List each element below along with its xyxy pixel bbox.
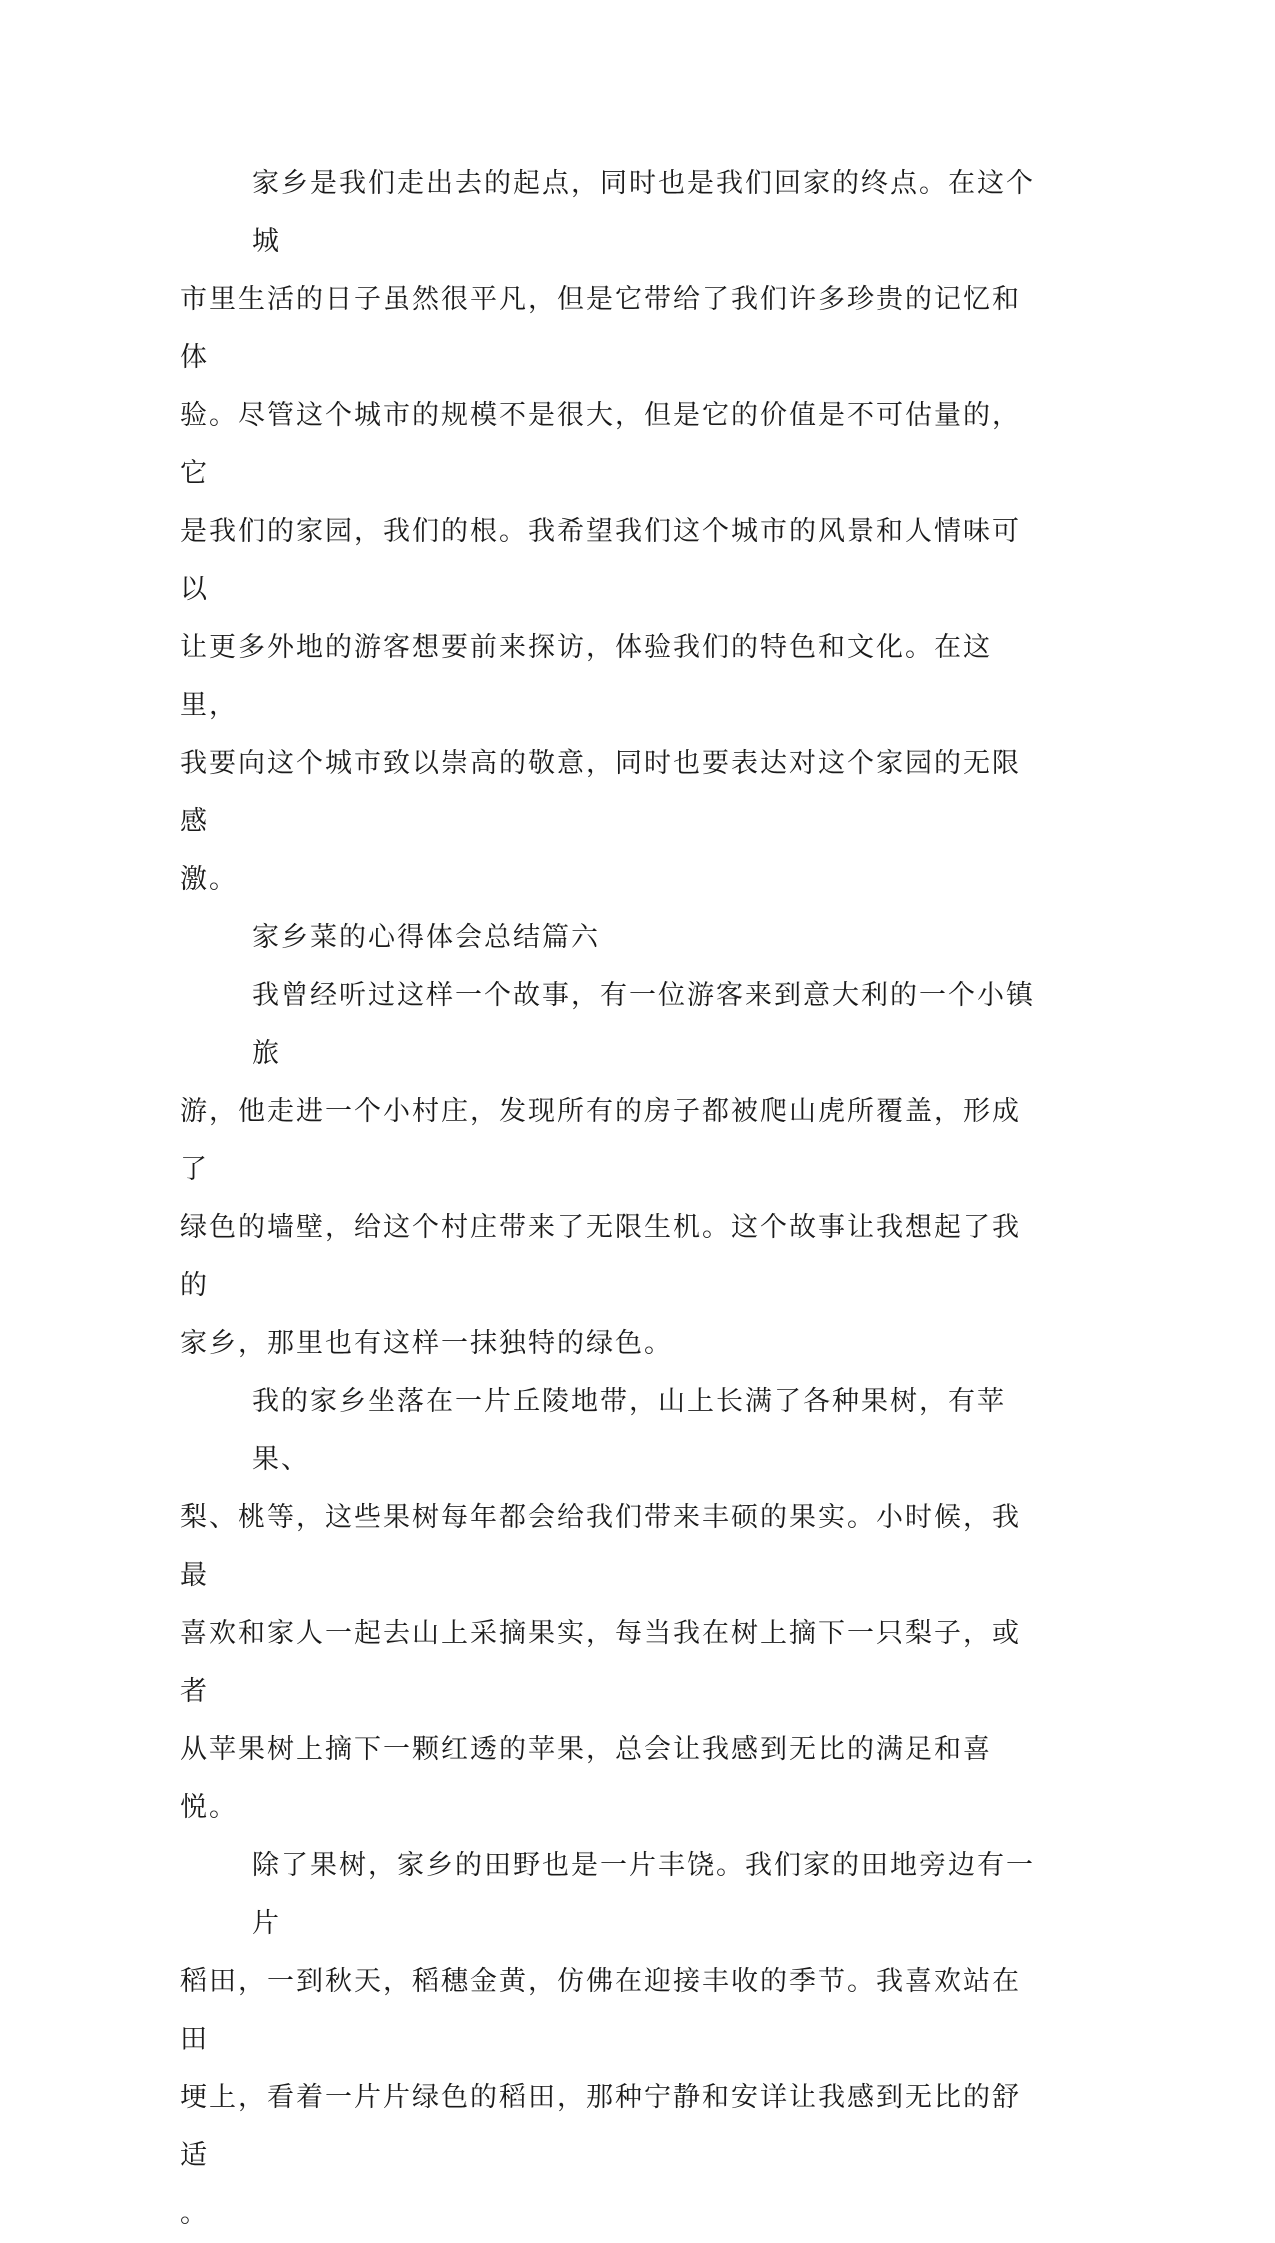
text-line: 我的家乡坐落在一片丘陵地带，山上长满了各种果树，有苹果、: [252, 1386, 1006, 1475]
paragraph-story: [180, 967, 1040, 1373]
text-line: 稻田，一到秋天，稻穗金黄，仿佛在迎接丰收的季节。我喜欢站在田: [180, 1966, 1021, 2055]
text-line: 除了果树，家乡的田野也是一片丰饶。我们家的田地旁边有一片: [252, 1850, 1035, 1939]
text-line: 绿色的墙壁，给这个村庄带来了无限生机。这个故事让我想起了我的: [180, 1212, 1021, 1301]
text-line: 让更多外地的游客想要前来探访，体验我们的特色和文化。在这里，: [180, 632, 992, 721]
text-line: 游，他走进一个小村庄，发现所有的房子都被爬山虎所覆盖，形成了: [180, 1096, 1021, 1185]
section-heading: [180, 909, 1040, 967]
text-line: 市里生活的日子虽然很平凡，但是它带给了我们许多珍贵的记忆和体: [180, 284, 1021, 373]
text-line: 喜欢和家人一起去山上采摘果实，每当我在树上摘下一只梨子，或者: [180, 1618, 1021, 1707]
text-line: 。: [180, 2198, 209, 2229]
paragraph-fruit-trees: [180, 1373, 1040, 1837]
text-line: 梨、桃等，这些果树每年都会给我们带来丰硕的果实。小时候，我最: [180, 1502, 1021, 1591]
text-line: 埂上，看着一片片绿色的稻田，那种宁静和安详让我感到无比的舒适: [180, 2082, 1021, 2171]
text-line: 激。: [180, 864, 238, 895]
paragraph-rice-fields: [180, 1837, 1040, 2243]
text-line: 我曾经听过这样一个故事，有一位游客来到意大利的一个小镇旅: [252, 980, 1035, 1069]
text-line: 验。尽管这个城市的规模不是很大，但是它的价值是不可估量的，它: [180, 400, 1021, 489]
text-line: 从苹果树上摘下一颗红透的苹果，总会让我感到无比的满足和喜悦。: [180, 1734, 992, 1823]
text-line: 家乡，那里也有这样一抹独特的绿色。: [180, 1328, 673, 1359]
heading-text: 家乡菜的心得体会总结篇六: [252, 922, 600, 953]
document-body: [180, 155, 1040, 2243]
text-line: 是我们的家园，我们的根。我希望我们这个城市的风景和人情味可以: [180, 516, 1021, 605]
text-line: 我要向这个城市致以崇高的敬意，同时也要表达对这个家园的无限感: [180, 748, 1021, 837]
text-line: 家乡是我们走出去的起点，同时也是我们回家的终点。在这个城: [252, 168, 1035, 257]
paragraph-homeland-gratitude: [180, 155, 1040, 909]
